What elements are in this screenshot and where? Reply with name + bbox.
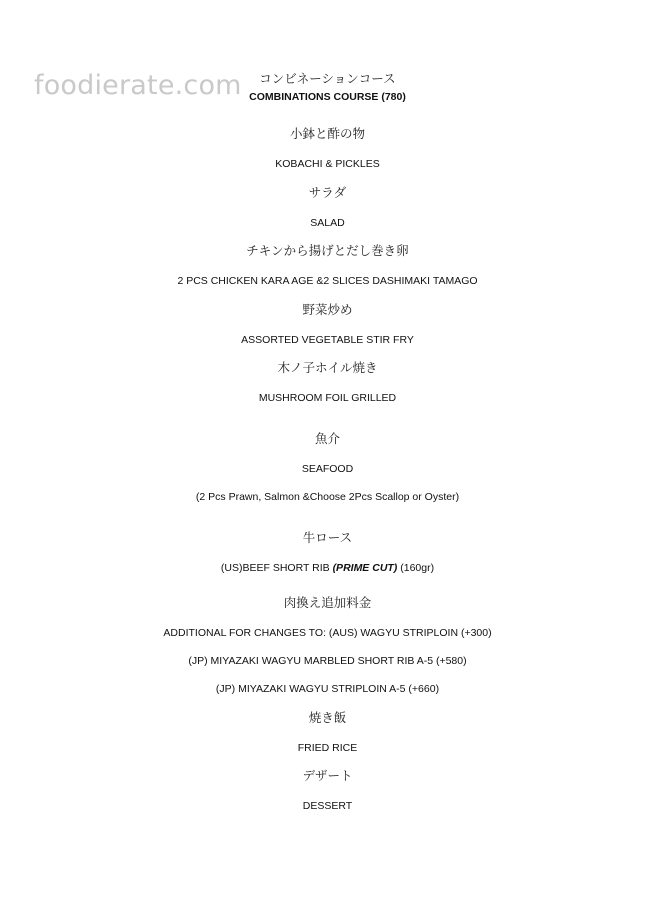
surcharge-heading-jp: 肉換え追加料金 xyxy=(283,595,372,610)
item-beef-jp: 牛ロース xyxy=(302,530,353,545)
item-salad: SALAD xyxy=(310,217,345,229)
item-dessert-jp: デザート xyxy=(302,768,353,783)
item-beef-prefix: (US)BEEF SHORT RIB xyxy=(220,562,333,574)
item-dessert: DESSERT xyxy=(302,800,353,812)
item-chicken: 2 PCS CHICKEN KARA AGE &2 SLICES DASHIMAKI TAMAGO xyxy=(177,275,478,287)
item-fried-rice-jp: 焼き飯 xyxy=(308,710,347,725)
surcharge-line: (JP) MIYAZAKI WAGYU MARBLED SHORT RIB A-5 (+580) xyxy=(188,655,467,667)
item-mushroom-jp: 木ノ子ホイル焼き xyxy=(277,360,378,375)
surcharge-line: (JP) MIYAZAKI WAGYU STRIPLOIN A-5 (+660) xyxy=(215,683,440,695)
item-fried-rice: FRIED RICE xyxy=(297,742,358,754)
item-kobachi: KOBACHI & PICKLES xyxy=(275,158,380,170)
item-beef-suffix: (160gr) xyxy=(397,562,435,574)
course-title: COMBINATIONS COURSE (780) xyxy=(249,91,406,103)
item-beef-prime-cut: (PRIME CUT) xyxy=(332,562,398,574)
item-kobachi-jp: 小鉢と酢の物 xyxy=(289,126,365,141)
item-salad-jp: サラダ xyxy=(308,185,347,200)
item-seafood: SEAFOOD xyxy=(301,463,354,475)
item-chicken-jp: チキンから揚げとだし巻き卵 xyxy=(246,243,409,258)
surcharge-line: ADDITIONAL FOR CHANGES TO: (AUS) WAGYU STRIPLOIN (+300) xyxy=(163,627,492,639)
watermark-logo: foodierate.com xyxy=(34,70,242,101)
item-vegetable-jp: 野菜炒め xyxy=(302,302,353,317)
course-title-jp: コンビネーションコース xyxy=(259,71,396,86)
item-vegetable: ASSORTED VEGETABLE STIR FRY xyxy=(241,334,414,346)
item-seafood-jp: 魚介 xyxy=(314,431,340,446)
item-seafood-note: (2 Pcs Prawn, Salmon &Choose 2Pcs Scallop or Oyster) xyxy=(195,491,460,503)
item-beef xyxy=(0,563,655,574)
item-mushroom: MUSHROOM FOIL GRILLED xyxy=(258,392,397,404)
